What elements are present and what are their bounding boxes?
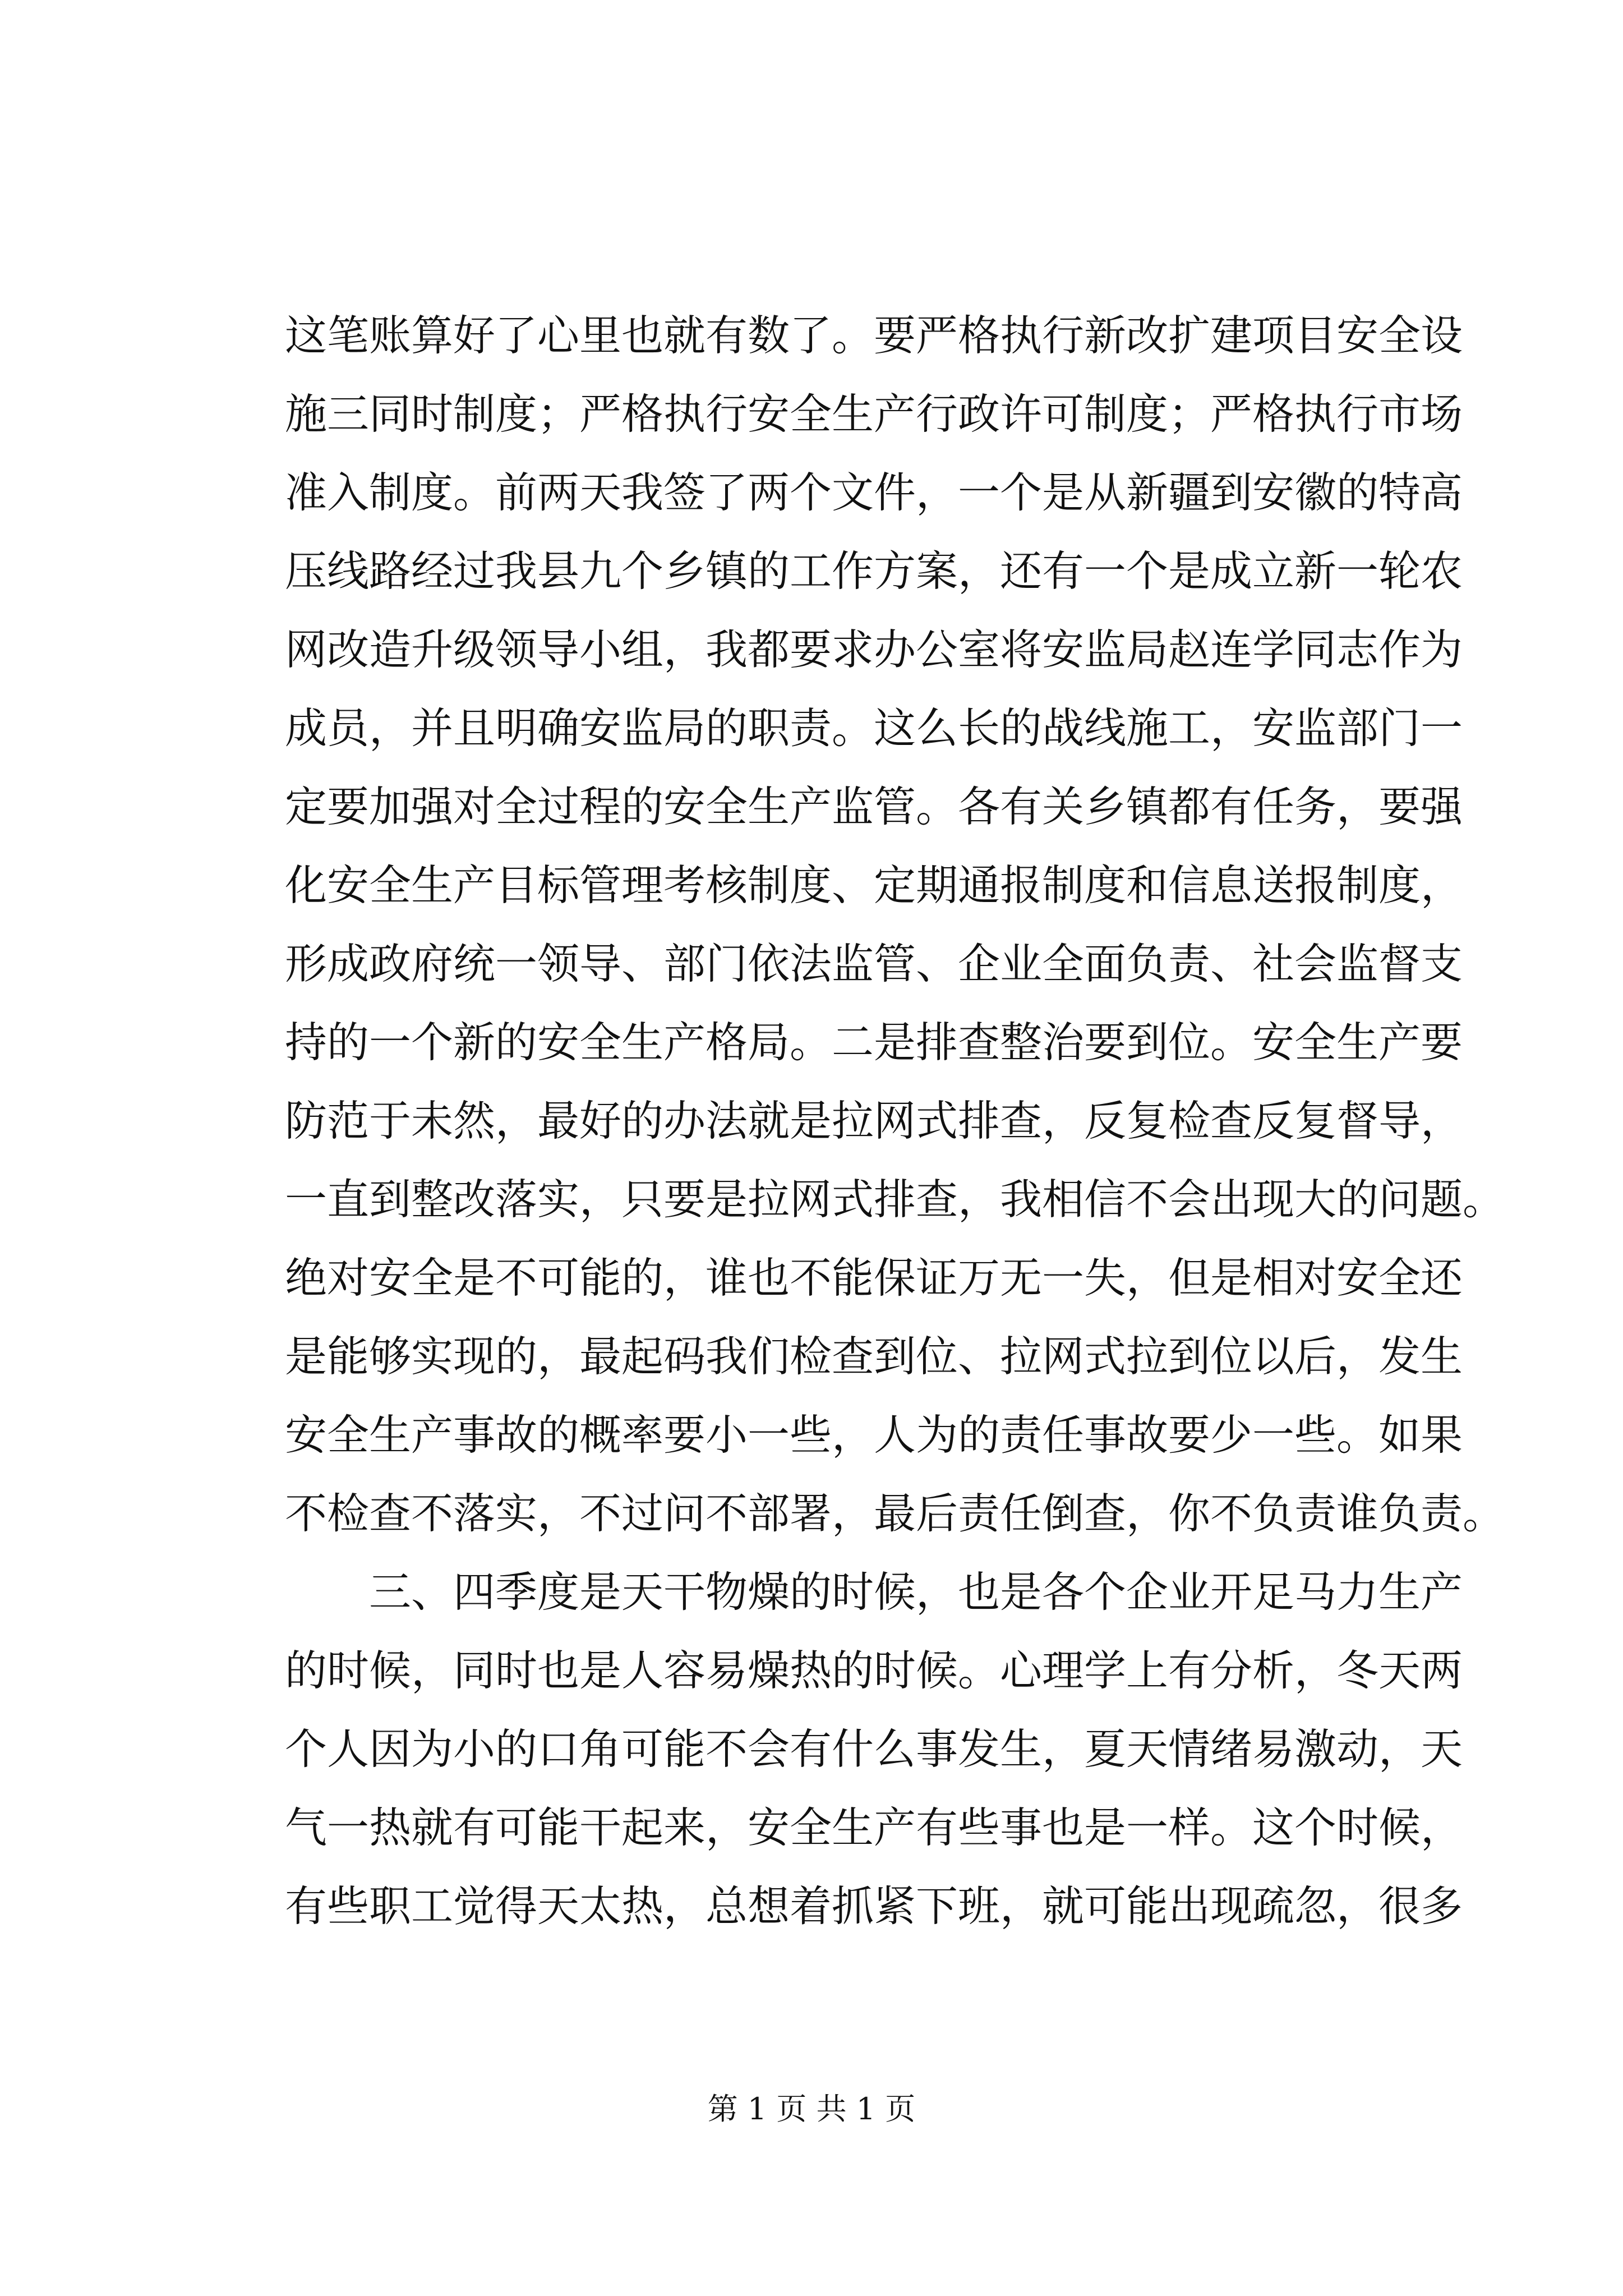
text-line: 是能够实现的，最起码我们检查到位、拉网式拉到位以后，发生 [285, 1332, 1463, 1381]
text-line: 不检查不落实，不过问不部署，最后责任倒查，你不负责谁负责。 [285, 1489, 1505, 1538]
text-line: 定要加强对全过程的安全生产监管。各有关乡镇都有任务，要强 [285, 782, 1463, 831]
text-line: 绝对安全是不可能的，谁也不能保证万无一失，但是相对安全还 [285, 1253, 1463, 1303]
text-line: 有些职工觉得天太热，总想着抓紧下班，就可能出现疏忽，很多 [285, 1881, 1463, 1931]
text-line: 个人因为小的口角可能不会有什么事发生，夏天情绪易激动，天 [285, 1724, 1463, 1774]
text-line: 持的一个新的安全生产格局。二是排查整治要到位。安全生产要 [285, 1018, 1463, 1067]
text-line: 一直到整改落实，只要是拉网式排查，我相信不会出现大的问题。 [285, 1175, 1505, 1224]
text-line: 防范于未然，最好的办法就是拉网式排查，反复检查反复督导， [285, 1096, 1463, 1145]
text-line: 施三同时制度；严格执行安全生产行政许可制度；严格执行市场 [285, 389, 1463, 439]
page-footer [0, 2090, 1623, 2129]
page-number-label: 第 1 页 共 1 页 [707, 2091, 916, 2127]
text-line: 压线路经过我县九个乡镇的工作方案，还有一个是成立新一轮农 [285, 546, 1463, 596]
text-line: 成员，并且明确安监局的职责。这么长的战线施工，安监部门一 [285, 703, 1463, 753]
text-line: 安全生产事故的概率要小一些，人为的责任事故要少一些。如果 [285, 1410, 1463, 1460]
text-line: 气一热就有可能干起来，安全生产有些事也是一样。这个时候， [285, 1803, 1463, 1852]
text-line: 化安全生产目标管理考核制度、定期通报制度和信息送报制度， [285, 861, 1463, 910]
text-line: 形成政府统一领导、部门依法监管、企业全面负责、社会监督支 [285, 939, 1463, 988]
text-line: 这笔账算好了心里也就有数了。要严格执行新改扩建项目安全设 [285, 311, 1463, 360]
body-text [285, 296, 1505, 1945]
text-line: 网改造升级领导小组，我都要求办公室将安监局赵连学同志作为 [285, 625, 1463, 674]
paragraph-start-line: 三、四季度是天干物燥的时候，也是各个企业开足马力生产 [369, 1567, 1463, 1617]
text-line: 准入制度。前两天我签了两个文件，一个是从新疆到安徽的特高 [285, 468, 1463, 517]
text-line: 的时候，同时也是人容易燥热的时候。心理学上有分析，冬天两 [285, 1646, 1463, 1695]
